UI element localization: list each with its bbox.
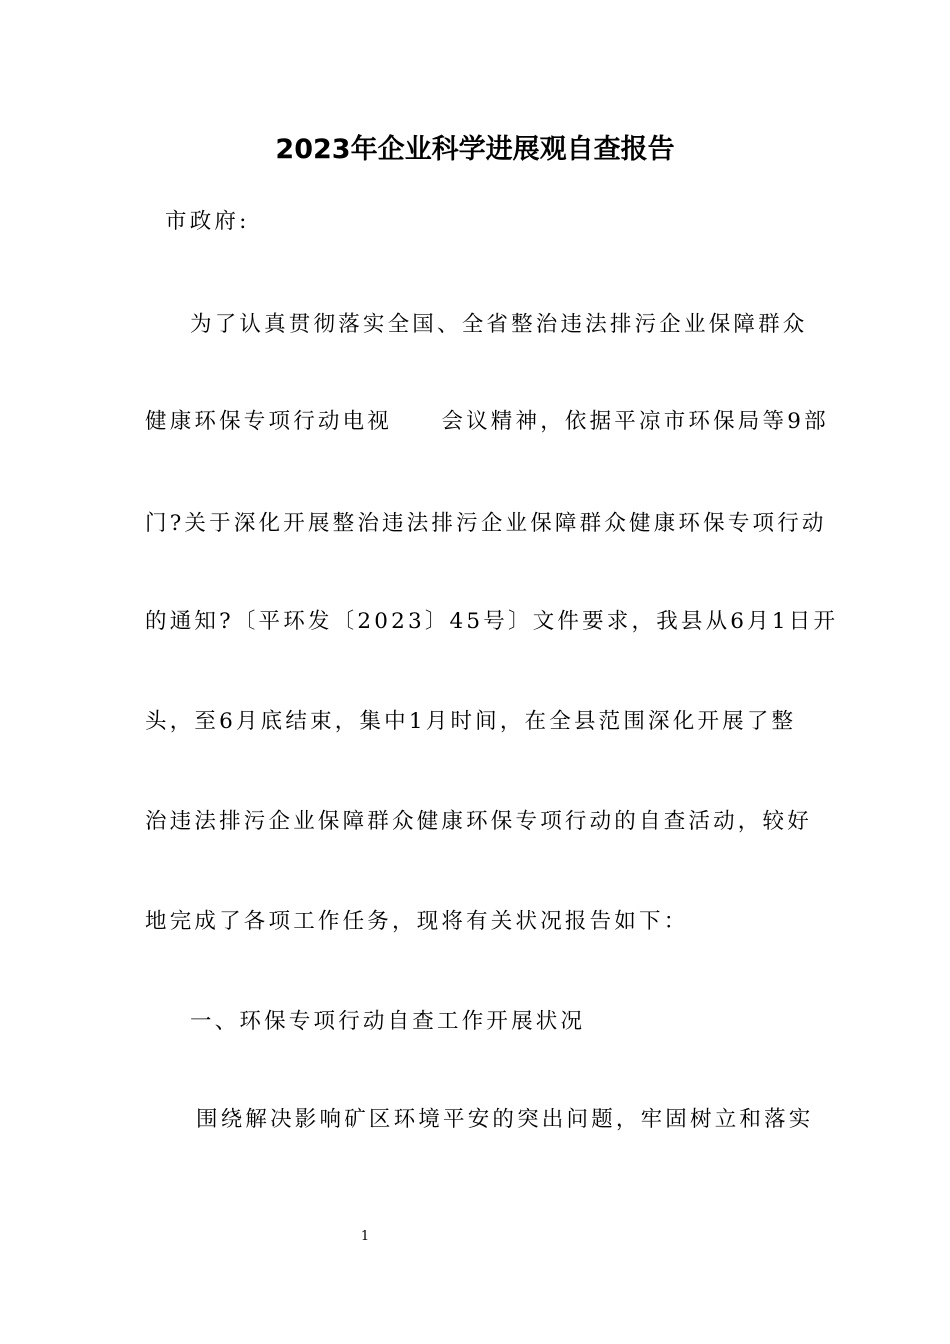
page-title: 2023年企业科学进展观自查报告	[275, 134, 675, 165]
body-line: 地完成了各项工作任务，现将有关状况报告如下：	[145, 909, 689, 934]
body-line: 头，至6月底结束，集中1月时间，在全县范围深化开展了整	[145, 709, 797, 734]
body-line: 健康环保专项行动电视 会议精神，依据平凉市环保局等9部	[145, 409, 829, 434]
body-line: 门?关于深化开展整治违法排污企业保障群众健康环保专项行动	[145, 511, 827, 536]
section-heading: 一、环保专项行动自查工作开展状况	[190, 1009, 586, 1034]
salutation: 市政府:	[165, 209, 250, 234]
body-line: 为了认真贯彻落实全国、全省整治违法排污企业保障群众	[190, 312, 808, 337]
page-number: 1	[360, 1229, 370, 1244]
body-line: 的通知?〔平环发〔2023〕45号〕文件要求，我县从6月1日开	[145, 609, 839, 634]
body-line: 治违法排污企业保障群众健康环保专项行动的自查活动，较好	[145, 809, 812, 834]
body-line: 围绕解决影响矿区环境平安的突出问题，牢固树立和落实	[196, 1107, 814, 1132]
